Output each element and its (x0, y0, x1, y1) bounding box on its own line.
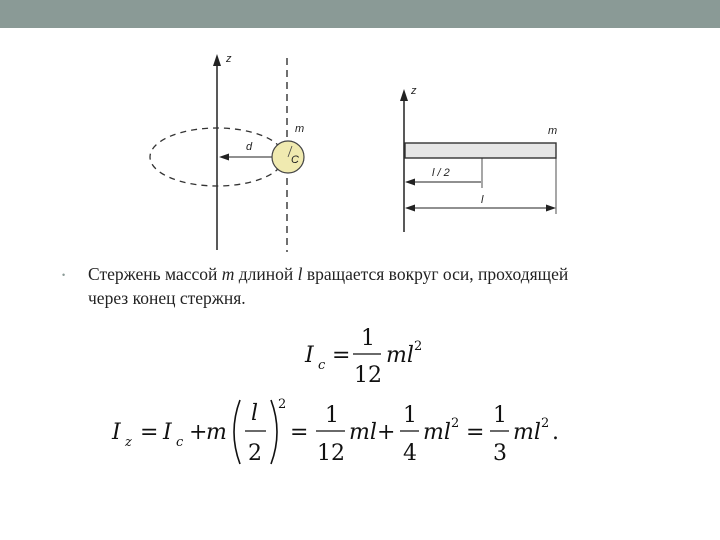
rod (405, 143, 556, 158)
f2-t3-exp: 2 (541, 416, 550, 431)
f2-t2: ml (423, 420, 451, 445)
f1-lhs-sub: c (318, 358, 326, 373)
formula-axis-moment (111, 397, 559, 466)
formula-center-moment (304, 326, 422, 388)
f2-f3-num: 1 (493, 403, 507, 428)
f2-f2-den: 4 (403, 441, 417, 466)
f2-lhs-sub: z (125, 435, 132, 450)
f2-plus2: + (377, 420, 396, 445)
f2-f1-den: 12 (317, 441, 345, 466)
f2-ic-sub: c (176, 435, 184, 450)
z-axis-label-right: z (411, 85, 417, 97)
z-axis-arrow-left (213, 54, 221, 66)
bullet-paragraph (62, 262, 682, 310)
f2-eq2: = (290, 420, 309, 445)
text-line1-b: длиной (234, 264, 298, 284)
f2-m: m (206, 420, 227, 445)
f2-f3-den: 3 (493, 441, 507, 466)
f1-lhs: I (305, 343, 314, 368)
mass-label-left: m (295, 123, 305, 135)
half-length-arrow-head (405, 179, 415, 186)
f2-paren-right (271, 400, 277, 464)
mass-label-right: m (548, 125, 558, 137)
f2-paren-left (234, 400, 240, 464)
center-label: C (291, 154, 299, 166)
length-arrow-head-right (546, 205, 556, 212)
text-mass-symbol: m (221, 264, 235, 284)
text-line1-a: Стержень массой (88, 264, 222, 284)
f2-t1: ml (349, 420, 377, 445)
z-axis-label-left: z (226, 53, 232, 65)
f2-frac-den: 2 (248, 441, 262, 466)
f1-eq: = (332, 343, 351, 368)
f1-num: 1 (361, 326, 375, 351)
f2-dot: . (552, 420, 559, 445)
f2-frac-num: l (251, 401, 259, 426)
length-label: l (481, 194, 484, 206)
f2-f2-num: 1 (403, 403, 417, 428)
f2-f1-num: 1 (325, 403, 339, 428)
f2-t3: ml (513, 420, 541, 445)
length-arrow-head-left (405, 205, 415, 212)
f2-lhs: I (112, 420, 121, 445)
figure-point-mass (150, 53, 304, 252)
f1-tail: ml (386, 343, 414, 368)
f2-eq3: = (466, 420, 485, 445)
distance-arrow-head (219, 154, 229, 161)
f2-t2-exp: 2 (451, 416, 460, 431)
f1-exp: 2 (414, 339, 423, 354)
text-length-symbol: l (297, 264, 303, 284)
f2-eq1: = (140, 420, 159, 445)
physics-diagrams (0, 0, 720, 260)
text-line1-c: вращается вокруг оси, проходящей (302, 264, 569, 284)
f2-ic: I (163, 420, 172, 445)
distance-label: d (246, 141, 253, 153)
figure-rod (400, 85, 557, 232)
f2-plus1: + (189, 420, 208, 445)
bullet-text (88, 262, 682, 310)
text-line2: через конец стержня. (88, 288, 246, 308)
f1-den: 12 (354, 363, 382, 388)
z-axis-arrow-right (400, 89, 408, 101)
bullet-marker: • (62, 270, 66, 280)
half-length-label: l / 2 (432, 167, 450, 179)
f2-paren-exp: 2 (278, 397, 287, 412)
